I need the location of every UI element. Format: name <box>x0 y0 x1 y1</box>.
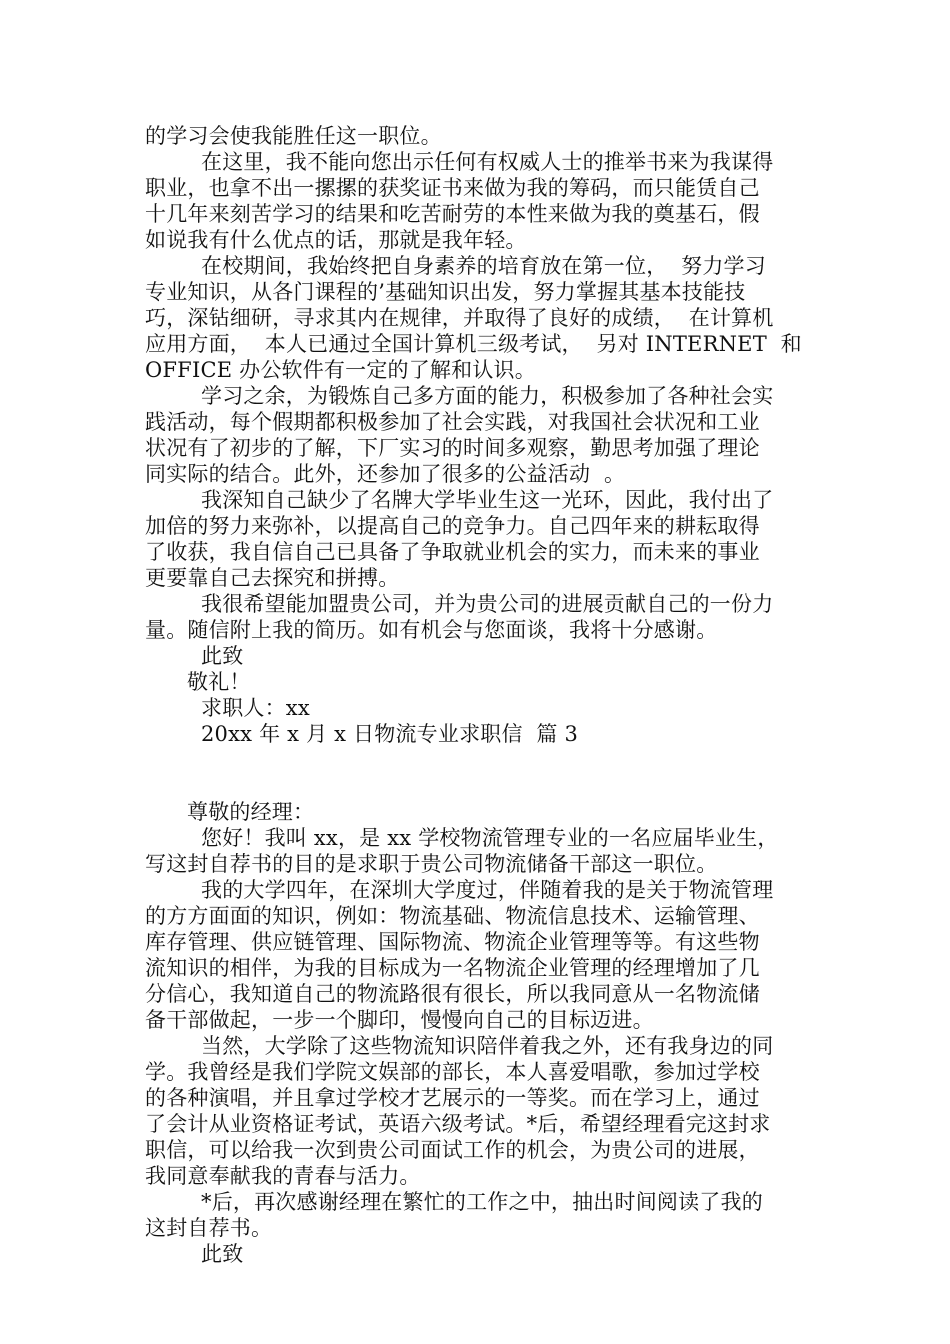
text-line: 我的大学四年，在深圳大学度过，伴随着我的是关于物流管理 <box>201 878 774 902</box>
text-line: OFFICE 办公软件有一定的了解和认识。 <box>145 358 536 382</box>
text-line: 分信心，我知道自己的物流路很有很长，所以我同意从一名物流储 <box>145 982 760 1006</box>
text-line: 专业知识，从各门课程的’基础知识出发，努力掌握其基本技能技 <box>145 280 746 304</box>
text-line: 巧，深钻细研，寻求其内在规律，并取得了良好的成绩， 在计算机 <box>145 306 774 330</box>
text-line: 同实际的结合。此外，还参加了很多的公益活动 。 <box>145 462 626 486</box>
text-line: 流知识的相伴，为我的目标成为一名物流企业管理的经理增加了几 <box>145 956 760 980</box>
text-line: 状况有了初步的了解，下厂实习的时间多观察，勤思考加强了理论 <box>145 436 760 460</box>
text-line: 十几年来刻苦学习的结果和吃苦耐劳的本性来做为我的奠基石，假 <box>145 202 760 226</box>
text-line: *后，再次感谢经理在繁忙的工作之中，抽出时间阅读了我的 <box>201 1190 763 1214</box>
letter-greeting: 尊敬的经理： <box>187 800 315 824</box>
closing-salutation: 此致 <box>201 644 244 668</box>
closing-salutation: 此致 <box>201 1242 244 1266</box>
text-line: 量。随信附上我的简历。如有机会与您面谈，我将十分感谢。 <box>145 618 718 642</box>
text-line: 的学习会使我能胜任这一职位。 <box>145 124 442 148</box>
text-line: 学习之余，为锻炼自己多方面的能力，积极参加了各种社会实 <box>201 384 774 408</box>
text-line: 了会计从业资格证考试，英语六级考试。*后，希望经理看完这封求 <box>145 1112 771 1136</box>
section-heading: 20xx 年 x 月 x 日物流专业求职信 篇 3 <box>201 722 579 746</box>
text-line: 更要靠自己去探究和拼搏。 <box>145 566 400 590</box>
text-line: 职信，可以给我一次到贵公司面试工作的机会，为贵公司的进展， <box>145 1138 760 1162</box>
text-line: 的各种演唱，并且拿过学校才艺展示的一等奖。而在学习上，通过 <box>145 1086 760 1110</box>
text-line: 了收获，我自信自己已具备了争取就业机会的实力，而未来的事业 <box>145 540 760 564</box>
text-line: 学。我曾经是我们学院文娱部的部长，本人喜爱唱歌，参加过学校 <box>145 1060 760 1084</box>
signature-line: 求职人：xx <box>201 696 310 720</box>
text-line: 在这里，我不能向您出示任何有权威人士的推举书来为我谋得 <box>201 150 774 174</box>
text-line: 的方方面面的知识，例如：物流基础、物流信息技术、运输管理、 <box>145 904 760 928</box>
closing-regards: 敬礼！ <box>187 670 251 694</box>
text-line: 我同意奉献我的青春与活力。 <box>145 1164 421 1188</box>
text-line: 如说我有什么优点的话，那就是我年轻。 <box>145 228 527 252</box>
text-line: 我很希望能加盟贵公司，并为贵公司的进展贡献自己的一份力 <box>201 592 774 616</box>
text-line: 加倍的努力来弥补，以提高自己的竞争力。自己四年来的耕耘取得 <box>145 514 760 538</box>
text-line: 我深知自己缺少了名牌大学毕业生这一光环，因此，我付出了 <box>201 488 774 512</box>
text-line: 当然，大学除了这些物流知识陪伴着我之外，还有我身边的同 <box>201 1034 774 1058</box>
text-line: 在校期间，我始终把自身素养的培育放在第一位， 努力学习 <box>201 254 766 278</box>
text-line: 库存管理、供应链管理、国际物流、物流企业管理等等。有这些物 <box>145 930 760 954</box>
text-line: 备干部做起，一步一个脚印，慢慢向自己的目标迈进。 <box>145 1008 654 1032</box>
text-line: 写这封自荐书的目的是求职于贵公司物流储备干部这一职位。 <box>145 852 718 876</box>
text-line: 应用方面， 本人已通过全国计算机三级考试， 另对 INTERNET 和 <box>145 332 802 356</box>
text-line: 您好！我叫 xx，是 xx 学校物流管理专业的一名应届毕业生， <box>201 826 779 850</box>
text-line: 践活动，每个假期都积极参加了社会实践，对我国社会状况和工业 <box>145 410 760 434</box>
text-line: 这封自荐书。 <box>145 1216 273 1240</box>
text-line: 职业，也拿不出一摞摞的获奖证书来做为我的筹码，而只能赁自己 <box>145 176 760 200</box>
